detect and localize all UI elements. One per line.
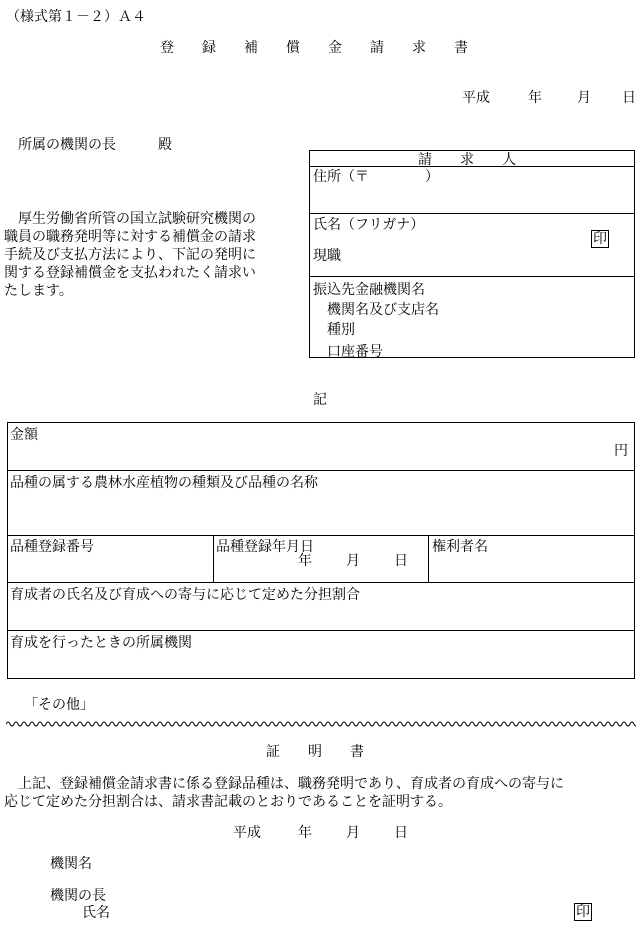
cert-seal: 印 — [576, 904, 590, 920]
claimant-address-field[interactable]: 住所（〒 ） — [313, 169, 439, 185]
institution-field[interactable]: 育成を行ったときの所属機関 — [10, 635, 192, 651]
cert-date-year: 年 — [298, 825, 312, 841]
variety-field[interactable]: 品種の属する農林水産植物の種類及び品種の名称 — [10, 475, 318, 491]
cert-date-day: 日 — [394, 825, 408, 841]
bank-heading: 振込先金融機関名 — [313, 282, 425, 298]
claimant-seal: 印 — [593, 231, 607, 247]
date-year: 年 — [528, 90, 542, 106]
amount-field[interactable]: 金額 — [10, 427, 38, 443]
date-day: 日 — [622, 90, 636, 106]
cert-date-era: 平成 — [233, 825, 261, 841]
certificate-line-2: 応じて定めた分担割合は、請求書記載のとおりであることを証明する。 — [4, 794, 452, 810]
certificate-title: 証 明 書 — [266, 744, 364, 760]
breeder-field[interactable]: 育成者の氏名及び育成への寄与に応じて定めた分担割合 — [10, 587, 360, 603]
form-title: 登 録 補 償 金 請 求 書 — [160, 40, 468, 56]
request-text: 厚生労働省所管の国立試験研究機関の職員の職務発明等に対する補償金の請求手続及び支払方法により、下記の発明に関する登録補償金を支払われたく請求いたします。 — [4, 211, 256, 299]
bank-branch-field[interactable]: 機関名及び支店名 — [327, 302, 439, 318]
claimant-position-field[interactable]: 現職 — [313, 248, 341, 264]
cert-head-field[interactable]: 機関の長 — [50, 888, 106, 904]
reg-date-day: 日 — [394, 553, 408, 569]
ki-label: 記 — [313, 392, 327, 408]
cert-date-month: 月 — [346, 825, 360, 841]
cert-org-field[interactable]: 機関名 — [50, 856, 92, 872]
claimant-header: 請 求 人 — [418, 152, 516, 168]
certificate-line-1: 上記、登録補償金請求書に係る登録品種は、職務発明であり、育成者の育成への寄与に — [18, 776, 564, 792]
reg-date-month: 月 — [346, 553, 360, 569]
form-code: （様式第１－２）Ａ４ — [6, 9, 146, 25]
registration-number-field[interactable]: 品種登録番号 — [10, 539, 94, 555]
other-label: 「その他」 — [24, 697, 94, 713]
registration-date-field[interactable]: 品種登録年月日 — [216, 539, 314, 555]
claimant-name-field[interactable]: 氏名（フリガナ） — [313, 217, 425, 233]
reg-date-year: 年 — [298, 553, 312, 569]
addressee: 所属の機関の長 殿 — [18, 137, 172, 153]
amount-unit: 円 — [614, 443, 628, 459]
date-month: 月 — [577, 90, 591, 106]
bank-account-field[interactable]: 口座番号 — [327, 344, 383, 360]
wavy-divider — [6, 719, 636, 729]
bank-type-field[interactable]: 種別 — [327, 322, 355, 338]
cert-name-field[interactable]: 氏名 — [82, 905, 110, 921]
date-era: 平成 — [462, 90, 490, 106]
right-holder-field[interactable]: 権利者名 — [432, 539, 488, 555]
